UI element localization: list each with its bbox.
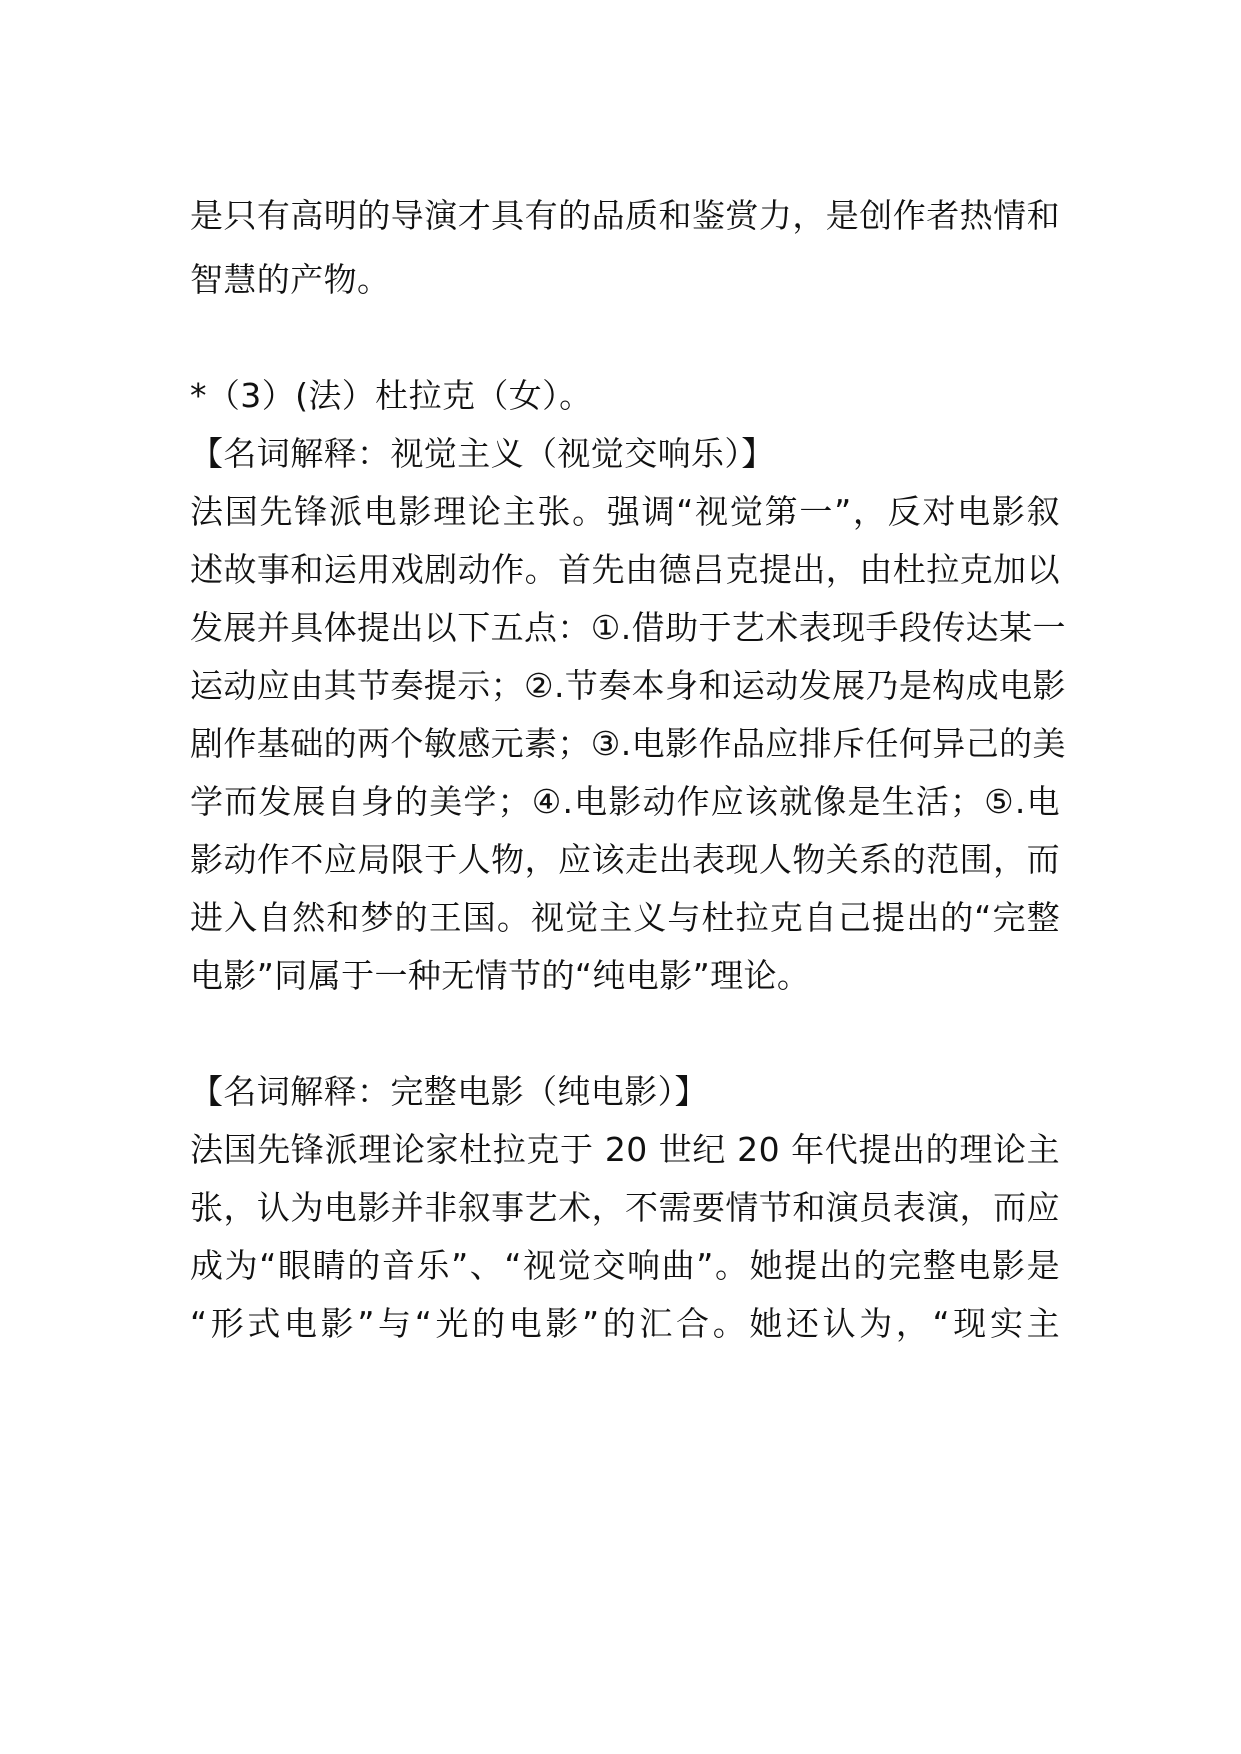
paragraph-line: 述故事和运用戏剧动作。首先由德吕克提出，由杜拉克加以 (190, 550, 1060, 589)
paragraph-line: 智慧的产物。 (190, 260, 391, 299)
paragraph-line: 法国先锋派理论家杜拉克于 20 世纪 20 年代提出的理论主 (190, 1130, 1060, 1169)
paragraph-line: 剧作基础的两个敏感元素；③.电影作品应排斥任何异己的美 (190, 724, 1066, 763)
paragraph-line: 进入自然和梦的王国。视觉主义与杜拉克自己提出的“完整 (190, 898, 1060, 937)
paragraph-line: 学而发展自身的美学；④.电影动作应该就像是生活；⑤.电 (190, 782, 1060, 821)
item-heading: *（3）(法）杜拉克（女）。 (190, 376, 593, 415)
paragraph-line: 运动应由其节奏提示；②.节奏本身和运动发展乃是构成电影 (190, 666, 1066, 705)
term-heading-complete-cinema: 【名词解释：完整电影（纯电影）】 (190, 1072, 708, 1111)
paragraph-line: 影动作不应局限于人物，应该走出表现人物关系的范围，而 (190, 840, 1060, 879)
paragraph-line: 电影”同属于一种无情节的“纯电影”理论。 (190, 956, 811, 995)
term-heading-visual-symphony: 【名词解释：视觉主义（视觉交响乐）】 (190, 434, 775, 473)
paragraph-line: 法国先锋派电影理论主张。强调“视觉第一”，反对电影叙 (190, 492, 1060, 531)
paragraph-line: 成为“眼睛的音乐”、“视觉交响曲”。她提出的完整电影是 (190, 1246, 1060, 1285)
paragraph-line: 张，认为电影并非叙事艺术，不需要情节和演员表演，而应 (190, 1188, 1060, 1227)
paragraph-line: 是只有高明的导演才具有的品质和鉴赏力，是创作者热情和 (190, 196, 1060, 235)
paragraph-line: “形式电影”与“光的电影”的汇合。她还认为，“现实主 (190, 1304, 1060, 1343)
paragraph-line: 发展并具体提出以下五点：①.借助于艺术表现手段传达某一 (190, 608, 1066, 647)
